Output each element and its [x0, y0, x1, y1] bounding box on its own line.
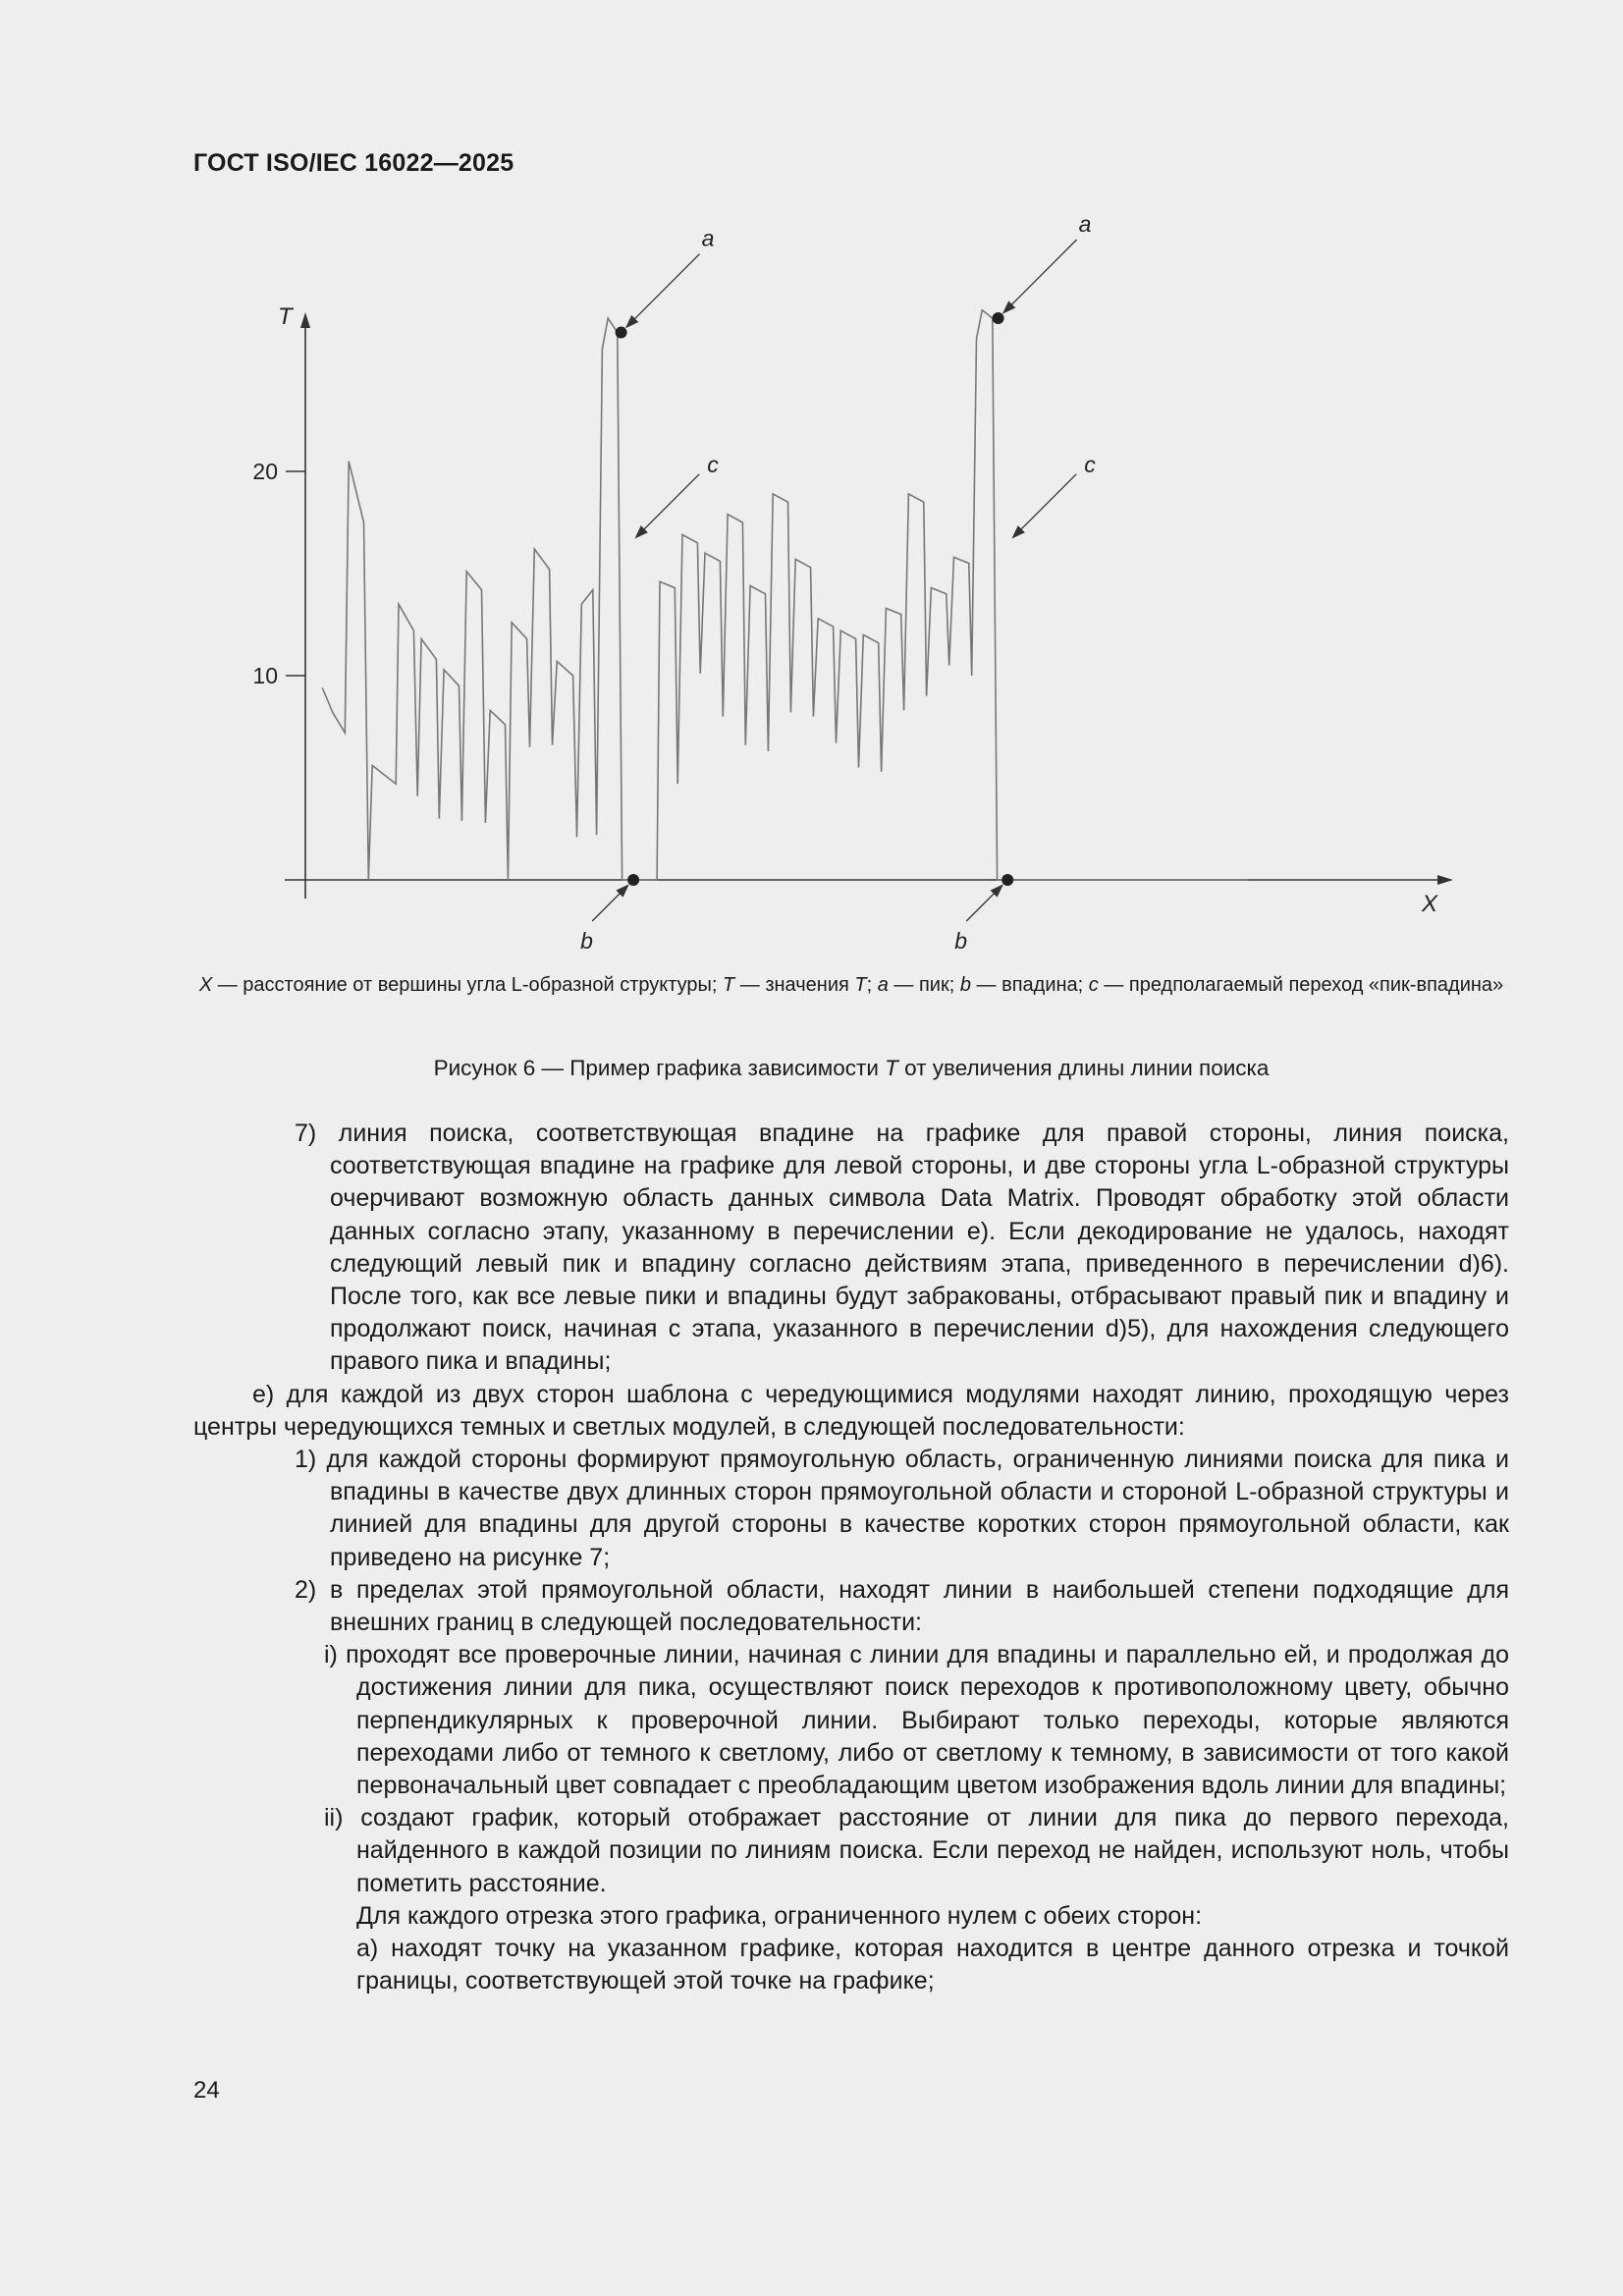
annotation-leader-a: [1003, 240, 1076, 312]
list-item-ii: [324, 1802, 1509, 1900]
y-tick-label: 20: [252, 459, 278, 484]
annotation-label-a: a: [701, 225, 715, 251]
annotation-leader-c: [1013, 474, 1076, 537]
y-axis-label: T: [278, 303, 293, 330]
y-tick-label: 10: [252, 663, 278, 688]
list-item-text: создают график, который отображает расстояние от линии для пика до первого перехода, найденного в каждой позиции по линиям поиска. Если переход не найден, используют ноль, чтобы пометить расстояние.: [356, 1804, 1509, 1897]
annotation-label-a: a: [1078, 211, 1092, 237]
sub-item-a: а) находят точку на указанном графике, которая находится в центре данного отрезка и точкой границы, соответствующей этой точке на графике;: [356, 1935, 1509, 1995]
list-item-e2: [295, 1574, 1509, 1639]
annotation-point-b: [627, 874, 639, 886]
x-axis-arrow: [1437, 875, 1453, 885]
list-item-label: 1): [295, 1446, 317, 1474]
list-item-text: в пределах этой прямоугольной области, находят линии в наибольшей степени подходящие для внешних границ в следующей последовательности:: [329, 1575, 1509, 1637]
list-item-label: 7): [295, 1120, 317, 1147]
body-text: [193, 1118, 1509, 1997]
annotation-point-a: [993, 312, 1004, 324]
chart-axes: [252, 303, 1453, 917]
page-number: 24: [193, 2077, 220, 2104]
annotation-point-a: [616, 327, 627, 339]
list-item-label: i): [324, 1641, 338, 1669]
list-item-e1: [295, 1444, 1509, 1574]
figure-legend: X — расстояние от вершины угла L-образной структуры; T — значения T; a — пик; b — впадина; c — предполагаемый переход «пик-впадина»: [198, 974, 1504, 996]
paragraph-e: е) для каждой из двух сторон шаблона с чередующимися модулями находят линию, проходящую через центры чередующихся темных и светлых модулей, в следующей последовательности:: [193, 1380, 1509, 1441]
list-item-label: 2): [295, 1575, 317, 1604]
figure-6-chart: [0, 0, 1623, 962]
annotation-label-b: b: [954, 928, 967, 954]
document-header: ГОСТ ISO/IEC 16022—2025: [193, 149, 514, 177]
list-item-label: ii): [324, 1804, 344, 1832]
list-item-i: [324, 1639, 1509, 1802]
annotation-leader-a: [626, 254, 699, 327]
x-axis-label: X: [1422, 891, 1438, 917]
annotation-leader-c: [636, 474, 699, 537]
chart-series: [322, 310, 1248, 880]
figure-title: Рисунок 6 — Пример графика зависимости T от увеличения длины линии поиска: [433, 1056, 1270, 1080]
annotation-point-b: [1001, 874, 1013, 886]
list-item-7: [295, 1118, 1509, 1379]
annotation-label-b: b: [580, 928, 593, 954]
list-item-text: линия поиска, соответствующая впадине на графике для правой стороны, линия поиска, соответствующая впадине на графике для левой стороны, и две стороны угла L-образной структуры очерчивают возможную область данных символа Data Matrix. Проводят обработку этой области данных согласно этапу, указанному в перечислении е). Если декодирование не удалось, находят следующий левый пик и впадину согласно действиям этапа, приведенного в перечислении d)6). После того, как все левые пики и впадины будут забракованы, отбрасывают правый пик и впадину и продолжают поиск, начиная с этапа, указанного в перечислении d)5), для нахождения следующего правого пика и впадины;: [330, 1120, 1509, 1376]
list-item-text: проходят все проверочные линии, начиная с линии для впадины и параллельно ей, и продолжая до достижения линии для пика, осуществляют поиск переходов к противоположному цвету, обычно перпендикулярных к проверочной линии. Выбирают только переходы, которые являются переходами либо от темного к светлому, либо от светлому к темному, в зависимости от того какой первоначальный цвет совпадает с преобладающим цветом изображения вдоль линии для впадины;: [346, 1641, 1509, 1800]
list-item-text: для каждой стороны формируют прямоугольную область, ограниченную линиями поиска для пика и впадины в качестве двух длинных сторон прямоугольной области и стороной L-образной структуры и линией для впадины для другой стороны в качестве коротких сторон прямоугольной области, как приведено на рисунке 7;: [326, 1446, 1510, 1571]
series-line: [322, 310, 1248, 880]
segment-intro: Для каждого отрезка этого графика, ограниченного нулем с обеих сторон:: [356, 1901, 1203, 1930]
annotation-label-c: c: [1084, 451, 1096, 477]
annotation-label-c: c: [707, 451, 719, 477]
y-axis-arrow: [300, 312, 310, 328]
